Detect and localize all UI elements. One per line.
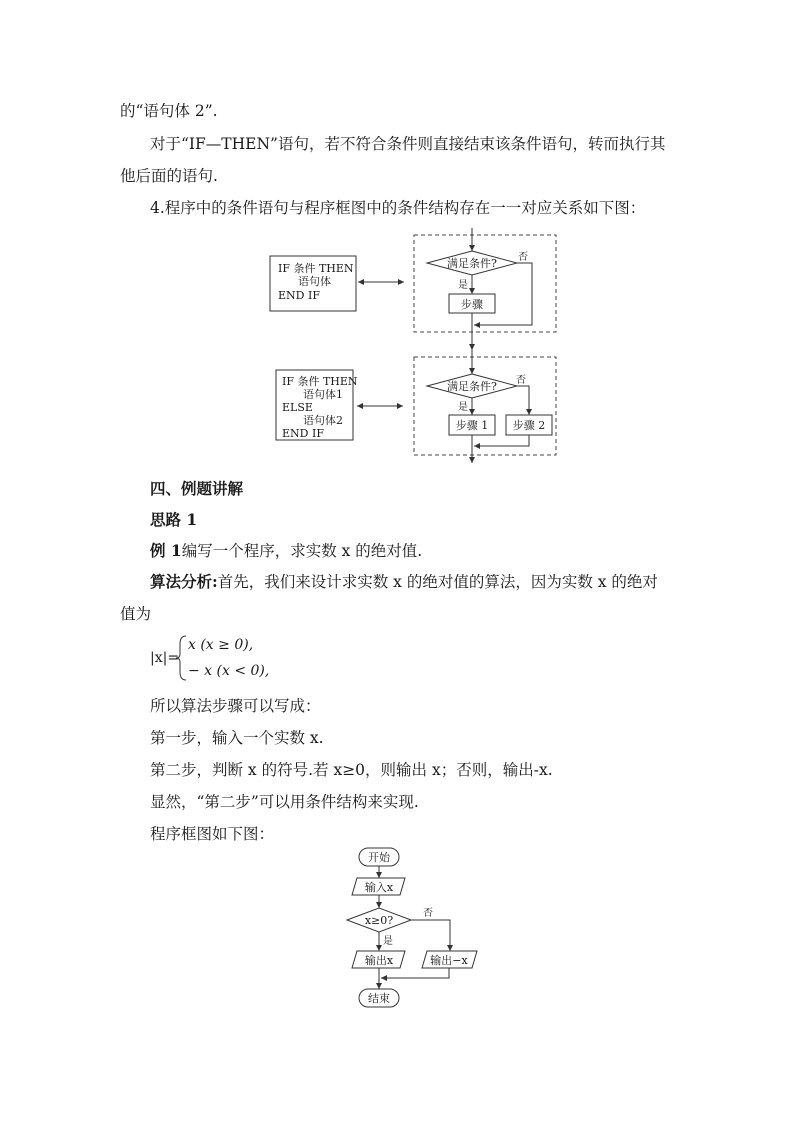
input-label: 输入x — [364, 881, 394, 894]
code-line: ELSE — [282, 401, 313, 414]
arrowhead — [376, 902, 382, 908]
decision-label: 满足条件? — [447, 257, 497, 270]
arrowhead — [469, 368, 475, 374]
start-label: 开始 — [368, 851, 390, 864]
code-line: END IF — [278, 289, 320, 302]
brace — [176, 634, 188, 682]
abs-value-flowchart — [0, 840, 794, 1020]
merge-line — [474, 435, 529, 446]
yes-label: 是 — [458, 402, 468, 413]
step-label: 步骤 — [461, 298, 483, 311]
code-line: IF 条件 THEN — [282, 375, 358, 388]
arrowhead — [376, 872, 382, 878]
text-line: 所以算法步骤可以写成： — [150, 697, 321, 715]
yes-label: 是 — [383, 936, 393, 947]
arrowhead — [474, 322, 480, 328]
no-label: 否 — [423, 908, 433, 919]
text-line: 程序框图如下图： — [150, 825, 275, 843]
merge-line — [381, 968, 449, 978]
example-line — [150, 541, 422, 561]
code-line: END IF — [282, 427, 324, 440]
code-line: IF 条件 THEN — [278, 262, 354, 275]
text-line: 第二步，判断 x 的符号.若 x≥0，则输出 x；否则，输出-x. — [150, 761, 553, 779]
text-line: 他后面的语句. — [120, 167, 218, 185]
analysis-line — [150, 572, 658, 592]
text-line: 第一步，输入一个实数 x. — [150, 729, 324, 747]
arrowhead — [358, 279, 364, 285]
output-negx-label: 输出−x — [430, 954, 468, 967]
yes-label: 是 — [458, 280, 468, 291]
arrowhead — [397, 403, 403, 409]
arrowhead — [469, 288, 475, 294]
no-label: 否 — [518, 252, 528, 263]
example-label: 例 1 — [150, 541, 182, 560]
analysis-label: 算法分析: — [150, 572, 218, 591]
output-x-label: 输出x — [364, 954, 394, 967]
end-label: 结束 — [368, 992, 390, 1005]
arrowhead — [447, 945, 453, 951]
no-branch-line — [411, 920, 450, 951]
correspondence-diagram — [0, 0, 794, 470]
code-line: 语句体1 — [303, 388, 343, 401]
code-line: 语句体2 — [303, 414, 343, 427]
arrowhead — [398, 279, 404, 285]
arrowhead — [474, 443, 480, 449]
arrowhead — [357, 403, 363, 409]
step1-label: 步骤 1 — [455, 419, 489, 432]
decision-label: x≥0? — [364, 914, 394, 927]
arrowhead — [381, 975, 387, 981]
subheading: 思路 1 — [150, 510, 198, 529]
analysis-text: 首先，我们来设计求实数 x 的绝对值的算法，因为实数 x 的绝对 — [217, 573, 658, 591]
step2-label: 步骤 2 — [512, 419, 546, 432]
text-line: 的“语句体 2”. — [120, 102, 218, 120]
text-line: 对于“IF—THEN”语句，若不符合条件则直接结束该条件语句，转而执行其 — [150, 135, 666, 153]
arrowhead — [469, 344, 475, 350]
decision-label: 满足条件? — [447, 380, 497, 393]
text-line: 显然，“第二步”可以用条件结构来实现. — [150, 793, 419, 811]
arrowhead — [376, 945, 382, 951]
dashed-frame — [414, 357, 556, 455]
arrowhead — [469, 245, 475, 251]
abs-case1: x (x ≥ 0), — [188, 637, 254, 653]
abs-lhs: |x|= — [150, 650, 180, 666]
dashed-frame — [414, 235, 556, 332]
arrowhead — [526, 409, 532, 415]
section-heading: 四、例题讲解 — [150, 479, 244, 498]
arrowhead — [376, 983, 382, 989]
arrowhead — [469, 457, 475, 463]
code-line: 语句体 — [298, 275, 331, 288]
brace-path — [176, 636, 186, 680]
abs-case2: − x (x < 0), — [188, 663, 270, 679]
example-text: 编写一个程序，求实数 x 的绝对值. — [181, 542, 423, 560]
text-line: 值为 — [120, 605, 152, 623]
arrowhead — [469, 409, 475, 415]
text-line: 4.程序中的条件语句与程序框图中的条件结构存在一一对应关系如下图： — [150, 199, 646, 217]
no-label: 否 — [516, 375, 526, 386]
